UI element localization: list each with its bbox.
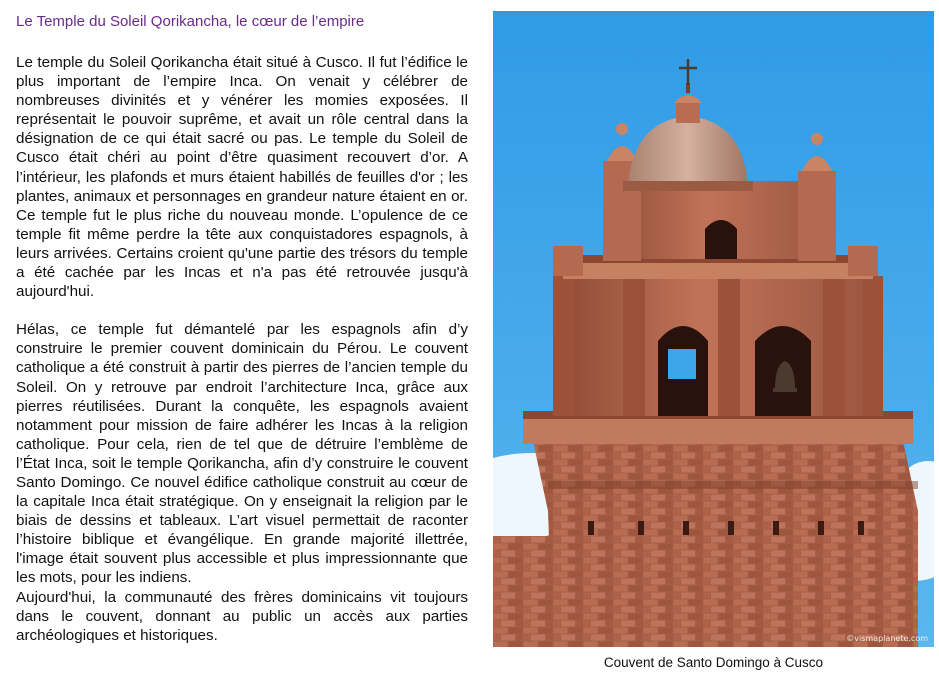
tower-base: [533, 441, 918, 647]
paragraph-temple-history: Le temple du Soleil Qorikancha était situé à Cusco. Il fut l’édifice le plus important de l’empire Inca. On venait y célébrer de nombreuses divinités et y vénérer les momies exposées. Il représentait le pouvoir suprême, et avait un rôle central dans la désignation de ce qui était sacré ou pas. Le temple du Soleil de Cusco était chéri au point d’être quasiment recouvert d’or. A l’intérieur, les plafonds et murs étaient habillés de feuilles d'or ; les plantes, animaux et personnages en grandeur nature étaient en or. Ce temple fut le plus riche du nouveau monde. L’opulence de ce temple fit même perdre la tête aux conquistadores espagnols, à leurs arrivées. Certains croient qu'une partie des trésors du temple a été cachée par les Incas et n'a pas été retrouvée jusqu'à aujourd'hui.: [16, 54, 468, 301]
article-title: Le Temple du Soleil Qorikancha, le cœur de l’empire: [16, 13, 365, 30]
paragraph-today: Aujourd'hui, la communauté des frères dominicains vit toujours dans le couvent, donnant au public un accès aux parties archéologiques et historiques.: [16, 588, 468, 644]
bell-tower-photo: [493, 11, 934, 647]
photo-watermark: ©vismaplanete.com: [846, 634, 928, 643]
lantern: [676, 103, 700, 123]
photo-caption: Couvent de Santo Domingo à Cusco: [603, 655, 824, 670]
article-body: [16, 53, 468, 645]
paragraph-convent-construction: Hélas, ce temple fut démantelé par les espagnols afin d’y construire le premier couvent dominicain du Pérou. Le couvent catholique a été construit à partir des pierres de l’ancien temple du Soleil. On y retrouve par endroit l’architecture Inca, grâce aux pierres réutilisées. Durant la conquête, les espagnols avaient notamment pour mission de faire adhérer les Incas à la religion catholique. Pour cela, rien de tel que de détruire l’emblème de l’État Inca, soit le temple Qorikancha, afin d’y construire le couvent Santo Domingo. Ce nouvel édifice catholique construit au cœur de la capitale Inca était stratégique. On y enseignait la religion par le biais de dessins et tableaux. L’art visuel permettait de raconter l’histoire biblique et évangélique. En grande majorité illettrée, l'image était souvent plus accessible et plus impressionnante que les mots, pour les indiens.: [16, 321, 468, 587]
